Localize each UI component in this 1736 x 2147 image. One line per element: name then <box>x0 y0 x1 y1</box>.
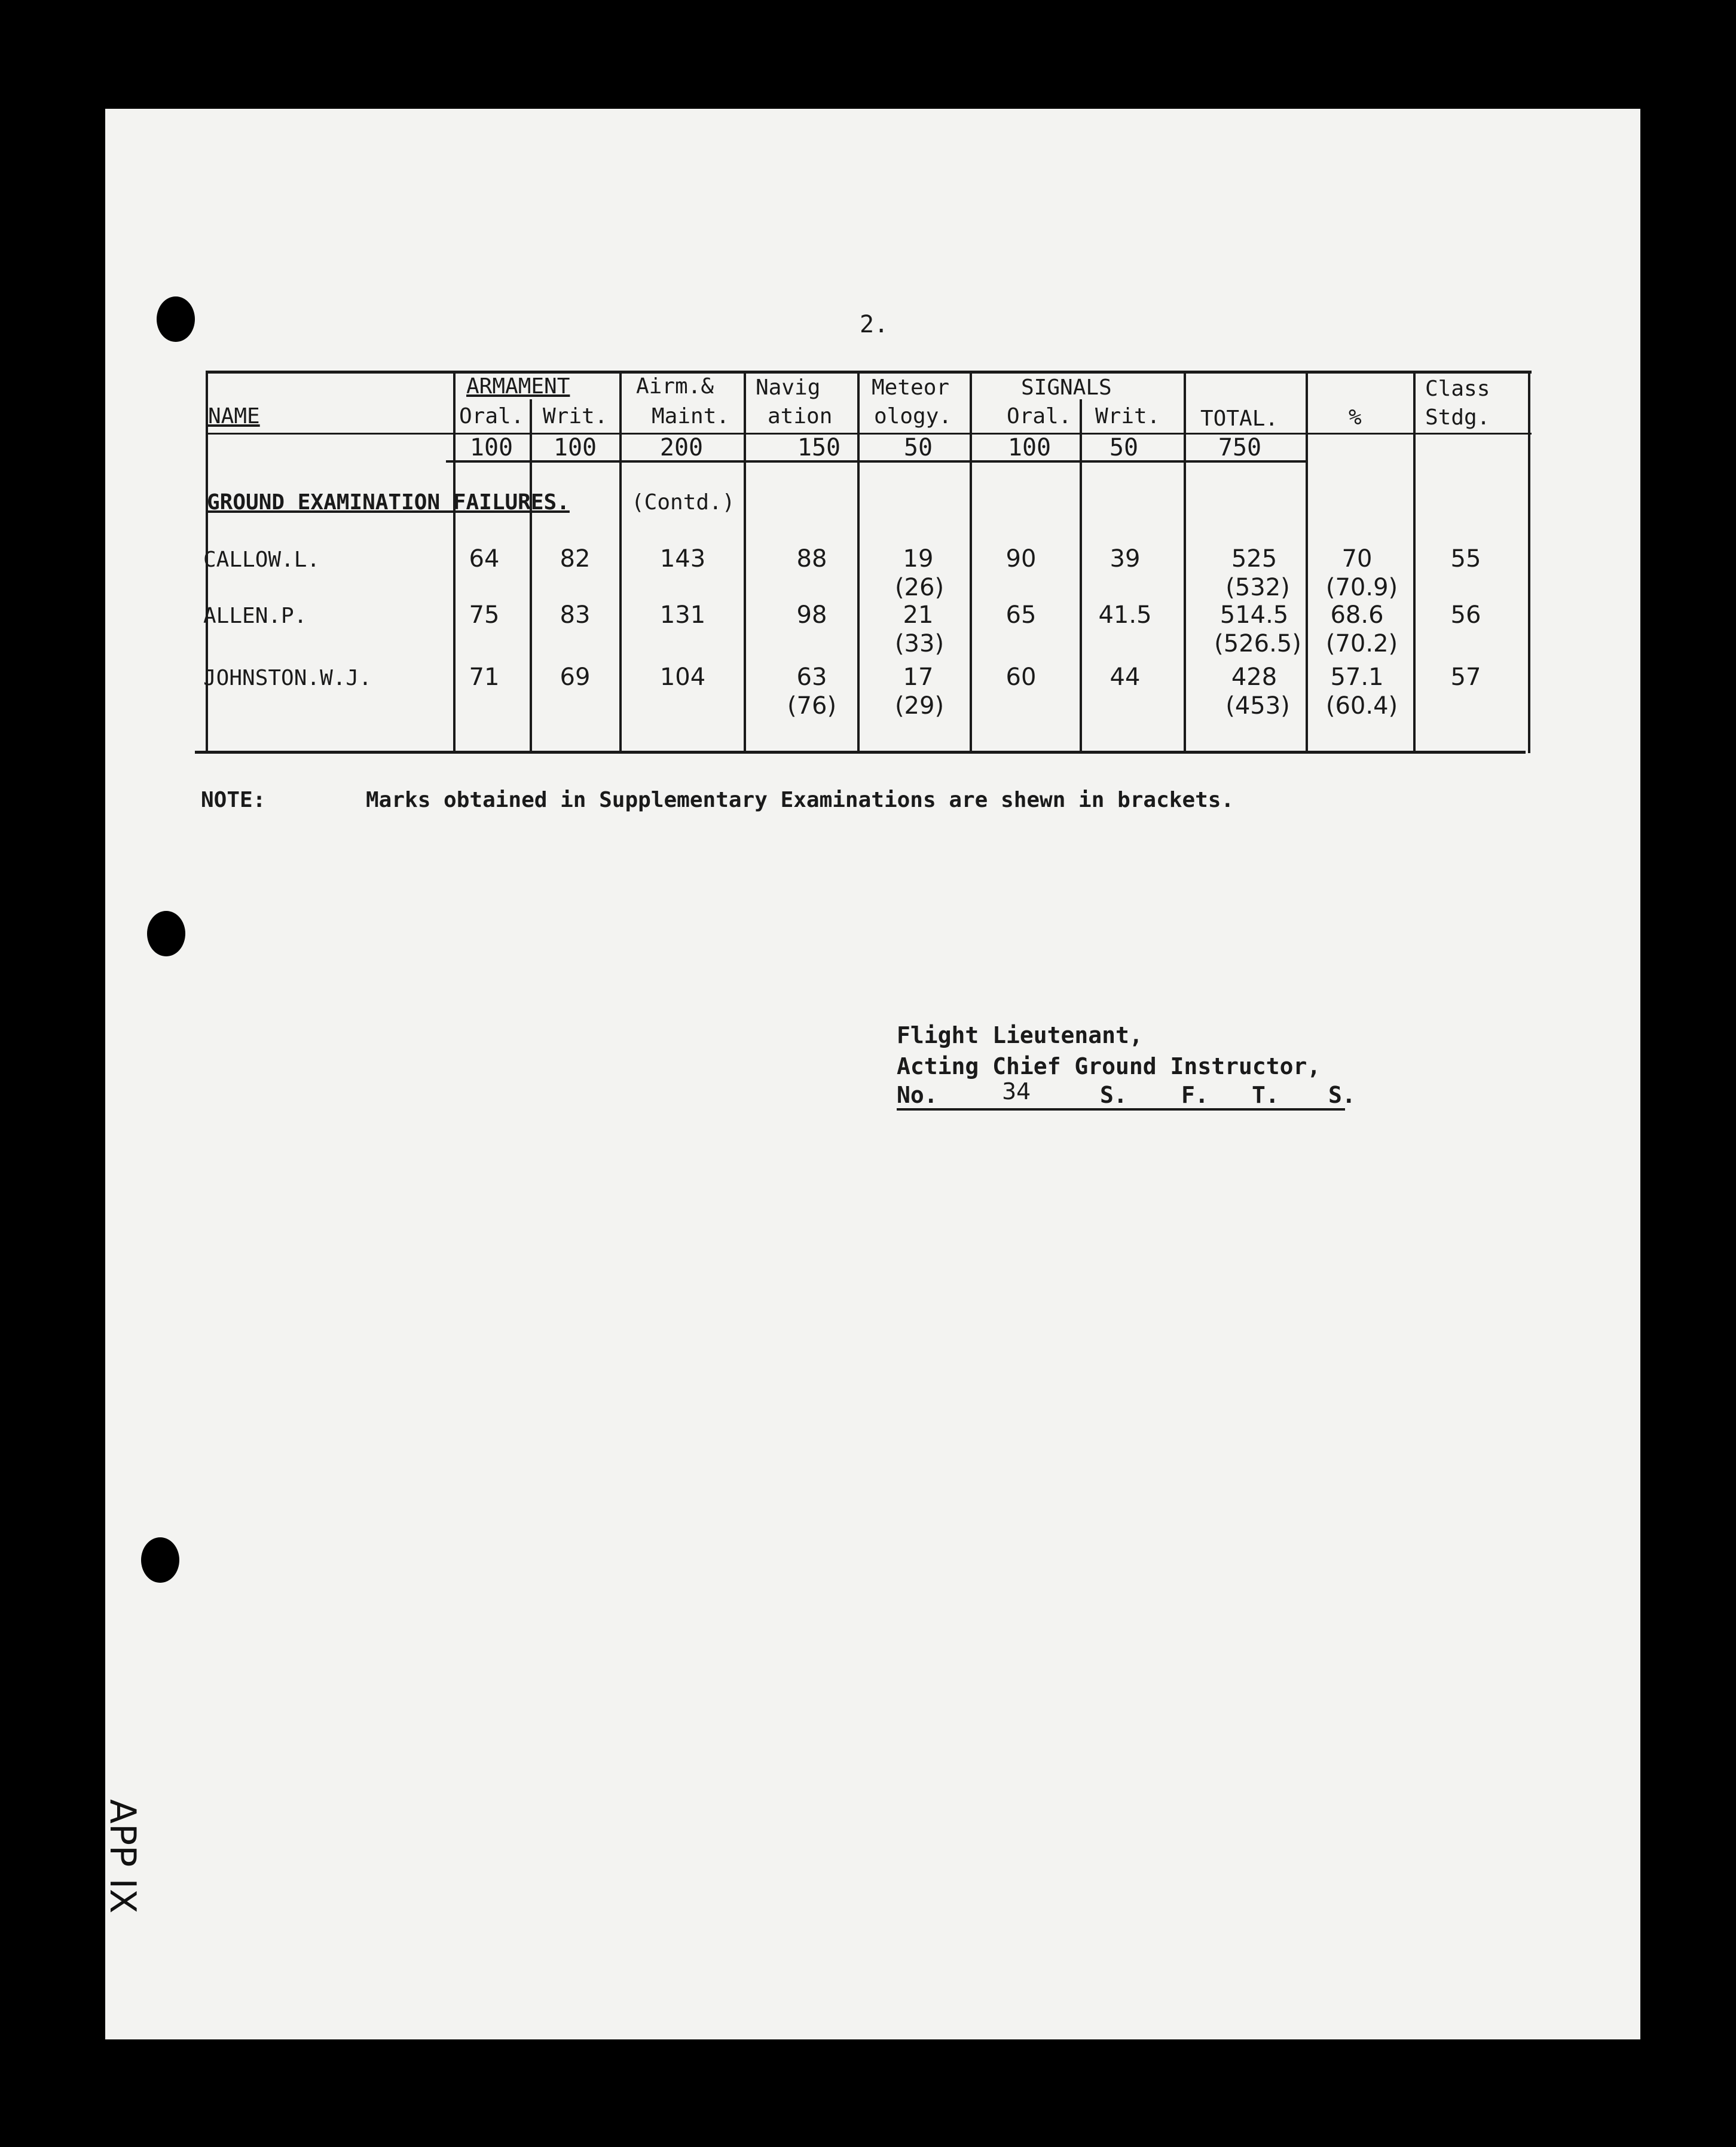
row-cell-arm-oral: 75 <box>469 601 500 629</box>
max-mark: 200 <box>659 434 704 461</box>
row-cell-nav: 98 <box>796 601 827 629</box>
header-total: TOTAL. <box>1200 406 1279 431</box>
row-cell-class: 55 <box>1450 545 1481 573</box>
header-sig-oral: Oral. <box>1007 404 1072 429</box>
row-cell-pct: 68.6 <box>1330 601 1384 629</box>
max-mark: 750 <box>1218 434 1262 461</box>
header-class-stdg: Stdg. <box>1425 405 1490 430</box>
row-cell-airm: 104 <box>659 663 706 691</box>
unit-s2: S. <box>1328 1082 1356 1108</box>
row-cell-nav-supp: (76) <box>787 692 837 720</box>
max-mark: 150 <box>797 434 841 461</box>
header-airm: Airm.& <box>636 374 714 399</box>
row-cell-pct-supp: (60.4) <box>1325 692 1398 720</box>
row-cell-class: 57 <box>1450 663 1481 691</box>
row-cell-sig-writ: 44 <box>1110 663 1141 691</box>
punch-hole-middle <box>147 911 185 956</box>
header-ology: ology. <box>874 404 952 429</box>
header-percent: % <box>1349 405 1362 430</box>
row-name: CALLOW.L. <box>203 548 320 572</box>
row-cell-airm: 143 <box>659 545 706 573</box>
signature-rule <box>897 1108 1345 1111</box>
row-name: JOHNSTON.W.J. <box>203 666 372 690</box>
section-contd: (Contd.) <box>631 490 735 515</box>
row-cell-total: 428 <box>1231 663 1277 691</box>
max-mark: 50 <box>1109 434 1139 461</box>
row-cell-pct: 57.1 <box>1330 663 1384 691</box>
row-cell-nav: 88 <box>796 545 827 573</box>
row-cell-total-supp: (532) <box>1225 574 1290 601</box>
header-ation: ation <box>768 404 833 429</box>
note-text: Marks obtained in Supplementary Examinations are shewn in brackets. <box>366 788 1234 812</box>
row-cell-sig-oral: 60 <box>1005 663 1037 691</box>
punch-hole-top <box>157 296 195 342</box>
row-cell-total: 514.5 <box>1220 601 1289 629</box>
header-maint: Maint. <box>652 404 730 429</box>
section-title: GROUND EXAMINATION FAILURES. <box>207 490 570 515</box>
margin-annotation: APP IX <box>102 1799 143 1914</box>
row-cell-arm-writ: 69 <box>560 663 591 691</box>
unit-s1: S. <box>1100 1082 1127 1108</box>
row-cell-pct-supp: (70.2) <box>1325 630 1398 657</box>
row-cell-total-supp: (526.5) <box>1214 630 1301 657</box>
row-cell-sig-writ: 41.5 <box>1098 601 1152 629</box>
row-cell-met: 17 <box>903 663 934 691</box>
row-cell-arm-oral: 64 <box>469 545 500 573</box>
unit-number: 34 <box>1002 1078 1031 1105</box>
row-cell-sig-oral: 90 <box>1005 545 1037 573</box>
row-cell-met: 21 <box>903 601 934 629</box>
max-mark: 100 <box>469 434 514 461</box>
row-cell-pct-supp: (70.9) <box>1325 574 1398 601</box>
punch-hole-bottom <box>141 1537 179 1583</box>
header-armament: ARMAMENT <box>466 374 570 399</box>
row-name: ALLEN.P. <box>203 604 307 628</box>
note-label: NOTE: <box>201 788 266 812</box>
row-cell-nav: 63 <box>796 663 827 691</box>
row-cell-arm-writ: 83 <box>560 601 591 629</box>
unit-f: F. <box>1181 1082 1209 1108</box>
row-cell-arm-writ: 82 <box>560 545 591 573</box>
row-cell-sig-oral: 65 <box>1005 601 1037 629</box>
header-signals: SIGNALS <box>1021 375 1112 400</box>
row-cell-met-supp: (29) <box>894 692 945 720</box>
header-arm-oral: Oral. <box>459 404 524 429</box>
header-meteor: Meteor <box>872 375 950 400</box>
unit-t: T. <box>1252 1082 1279 1108</box>
signature-rank: Flight Lieutenant, <box>897 1022 1143 1048</box>
row-cell-pct: 70 <box>1341 545 1373 573</box>
header-arm-writ: Writ. <box>543 404 608 429</box>
row-cell-total-supp: (453) <box>1225 692 1290 720</box>
max-mark: 50 <box>903 434 933 461</box>
row-cell-airm: 131 <box>659 601 706 629</box>
row-cell-met: 19 <box>903 545 934 573</box>
max-mark: 100 <box>553 434 597 461</box>
max-mark: 100 <box>1007 434 1052 461</box>
row-cell-met-supp: (33) <box>894 630 945 657</box>
header-class: Class <box>1425 377 1490 401</box>
row-cell-sig-writ: 39 <box>1110 545 1141 573</box>
header-navig: Navig <box>756 375 821 400</box>
row-cell-arm-oral: 71 <box>469 663 500 691</box>
header-name: NAME <box>208 404 260 429</box>
row-cell-total: 525 <box>1231 545 1277 573</box>
signature-title: Acting Chief Ground Instructor, <box>897 1053 1321 1079</box>
header-sig-writ: Writ. <box>1095 404 1160 429</box>
row-cell-class: 56 <box>1450 601 1481 629</box>
page-number: 2. <box>860 311 889 338</box>
row-cell-met-supp: (26) <box>894 574 945 601</box>
unit-no: No. <box>897 1082 938 1108</box>
